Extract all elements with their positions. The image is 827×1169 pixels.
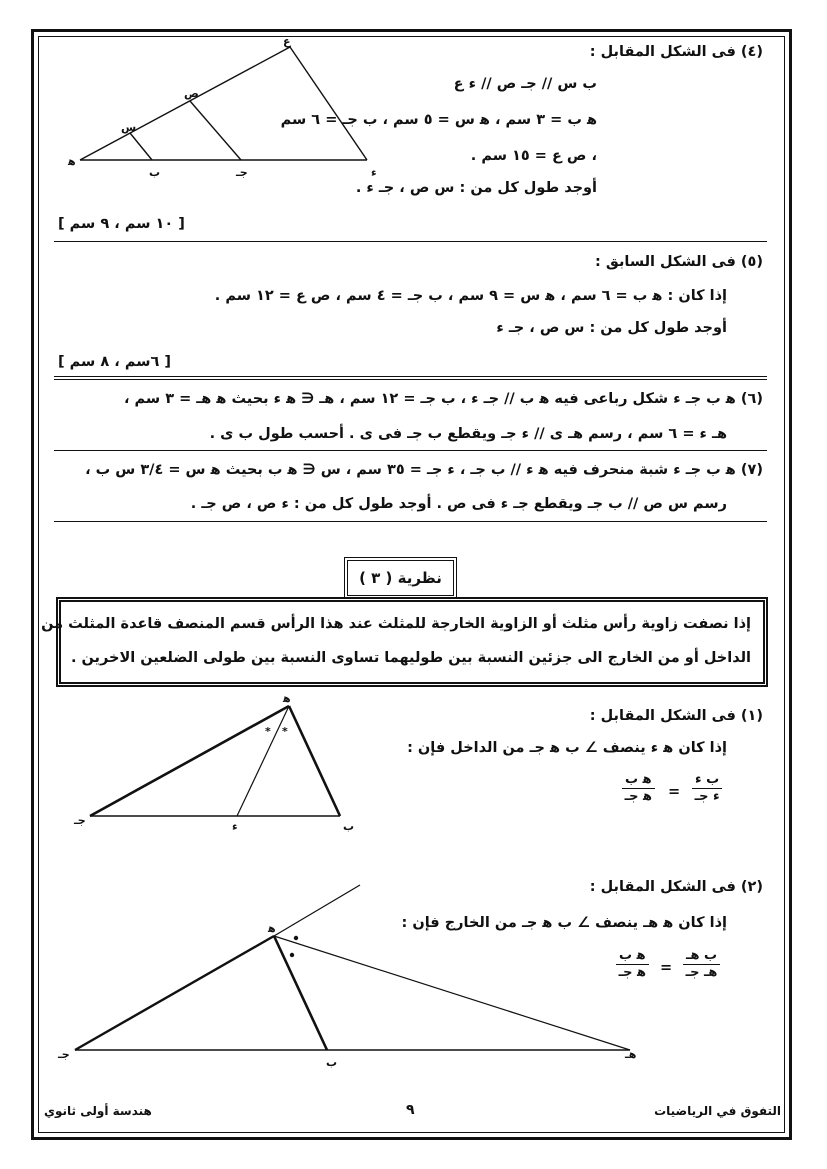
footer-subject: هندسة أولى ثانوي bbox=[44, 1104, 152, 1118]
case2-fraction-left bbox=[683, 948, 720, 981]
p4-given: ب س // جـ ص // ء ع bbox=[453, 76, 597, 92]
case2-frac-right-num: ﻫ ب bbox=[616, 948, 649, 965]
case2-label-b: ب bbox=[326, 1056, 338, 1069]
case2-frac-right-den: ﻫ جـ bbox=[618, 965, 646, 980]
case1-header: (١) فى الشكل المقابل : bbox=[589, 708, 763, 724]
case1-label-b: ب bbox=[343, 820, 355, 833]
p4-label-s: س bbox=[121, 121, 137, 134]
p7-line1: (٧) ﻫ ب جـ ء شبة منحرف فيه ﻫ ء // ب جـ ، ء جـ = ٣٥ سم ، س ∈ ﻫ ب بحيث ﻫ س = ٣/٤ س ب ، bbox=[85, 462, 763, 478]
footer-page-number: ٩ bbox=[406, 1102, 415, 1118]
case2-label-h: ﻫـ bbox=[625, 1048, 637, 1061]
case1-star-left: * bbox=[265, 725, 271, 738]
p5-find: أوجد طول كل من : س ص ، جـ ء bbox=[496, 320, 727, 336]
case2-equals: = bbox=[660, 960, 673, 976]
footer-book-title: التفوق في الرياضيات bbox=[654, 1104, 781, 1118]
case2-label-a: ﻫ bbox=[268, 922, 276, 935]
case1-label-d: ء bbox=[232, 820, 238, 833]
p5-answer: [ ٦سم ، ٨ سم ] bbox=[58, 354, 171, 370]
case2-statement: إذا كان ﻫ ﻫـ ينصف ∠ ب ﻫ جـ من الخارج فإن : bbox=[401, 915, 727, 931]
p4-label-sad: ص bbox=[184, 87, 199, 100]
case1-star-right: * bbox=[282, 725, 288, 738]
theorem-line2: الداخل أو من الخارج الى جزئين النسبة بين طوليهما تساوى النسبة بين طولى الضلعين الاخرين . bbox=[70, 650, 751, 666]
case2-header: (٢) فى الشكل المقابل : bbox=[589, 879, 763, 895]
p4-header: (٤) فى الشكل المقابل : bbox=[589, 44, 763, 60]
case2-angle-dot-upper bbox=[294, 936, 298, 940]
p4-label-ain: ع bbox=[283, 35, 291, 48]
case2-label-j: جـ bbox=[58, 1048, 70, 1061]
p4-measures2: ، ص ع = ١٥ سم . bbox=[470, 148, 597, 164]
p4-label-a: ﻫ bbox=[68, 155, 76, 168]
case1-label-j: جـ bbox=[74, 814, 86, 827]
case1-frac-left-num: ب ء bbox=[692, 772, 722, 789]
case1-equals: = bbox=[668, 784, 681, 800]
case2-frac-left-num: ب ﻫـ bbox=[683, 948, 720, 965]
p4-answer: [ ١٠ سم ، ٩ سم ] bbox=[58, 216, 185, 232]
case1-label-a: ﻫ bbox=[283, 692, 291, 705]
case2-frac-left-den: ﻫـ جـ bbox=[685, 965, 718, 980]
case1-frac-right-den: ﻫ جـ bbox=[624, 789, 652, 804]
theorem-line1: إذا نصفت زاوية رأس مثلث أو الزاوية الخارجة للمثلث عند هذا الرأس قسم المنصف قاعدة المثلث من bbox=[41, 616, 751, 632]
case1-statement: إذا كان ﻫ ء ينصف ∠ ب ﻫ جـ من الداخل فإن : bbox=[407, 740, 727, 756]
p4-find: أوجد طول كل من : س ص ، جـ ء . bbox=[355, 180, 597, 196]
case2-angle-dot-lower bbox=[290, 953, 294, 957]
p6-line1: (٦) ﻫ ب جـ ء شكل رباعى فيه ﻫ ب // جـ ء ، ب جـ = ١٢ سم ، ﻫـ ∈ ﻫ ء بحيث ﻫ ﻫـ = ٣ سم ، bbox=[123, 391, 763, 407]
p4-label-d: ء bbox=[371, 166, 377, 179]
p4-label-j: جـ bbox=[236, 166, 248, 179]
p7-line2: رسم س ص // ب جـ ويقطع جـ ء فى ص . أوجد طول كل من : ء ص ، ص جـ . bbox=[190, 496, 727, 512]
p4-label-b: ب bbox=[149, 166, 161, 179]
theorem-title: نظرية ( ٣ ) bbox=[344, 557, 457, 599]
p6-line2: ﻫـ ء = ٦ سم ، رسم ﻫـ ى // ء جـ ويقطع ب جـ فى ى . أحسب طول ب ى . bbox=[209, 426, 727, 442]
p5-given: إذا كان : ﻫ ب = ٦ سم ، ﻫ س = ٩ سم ، ب جـ = ٤ سم ، ص ع = ١٢ سم . bbox=[214, 288, 727, 304]
case2-fraction-right bbox=[616, 948, 649, 981]
p5-header: (٥) فى الشكل السابق : bbox=[595, 254, 763, 270]
p4-measures: ﻫ ب = ٣ سم ، ﻫ س = ٥ سم ، ب جـ = ٦ سم bbox=[280, 112, 597, 128]
case1-frac-right-num: ﻫ ب bbox=[622, 772, 655, 789]
case1-frac-left-den: ء جـ bbox=[694, 789, 720, 804]
